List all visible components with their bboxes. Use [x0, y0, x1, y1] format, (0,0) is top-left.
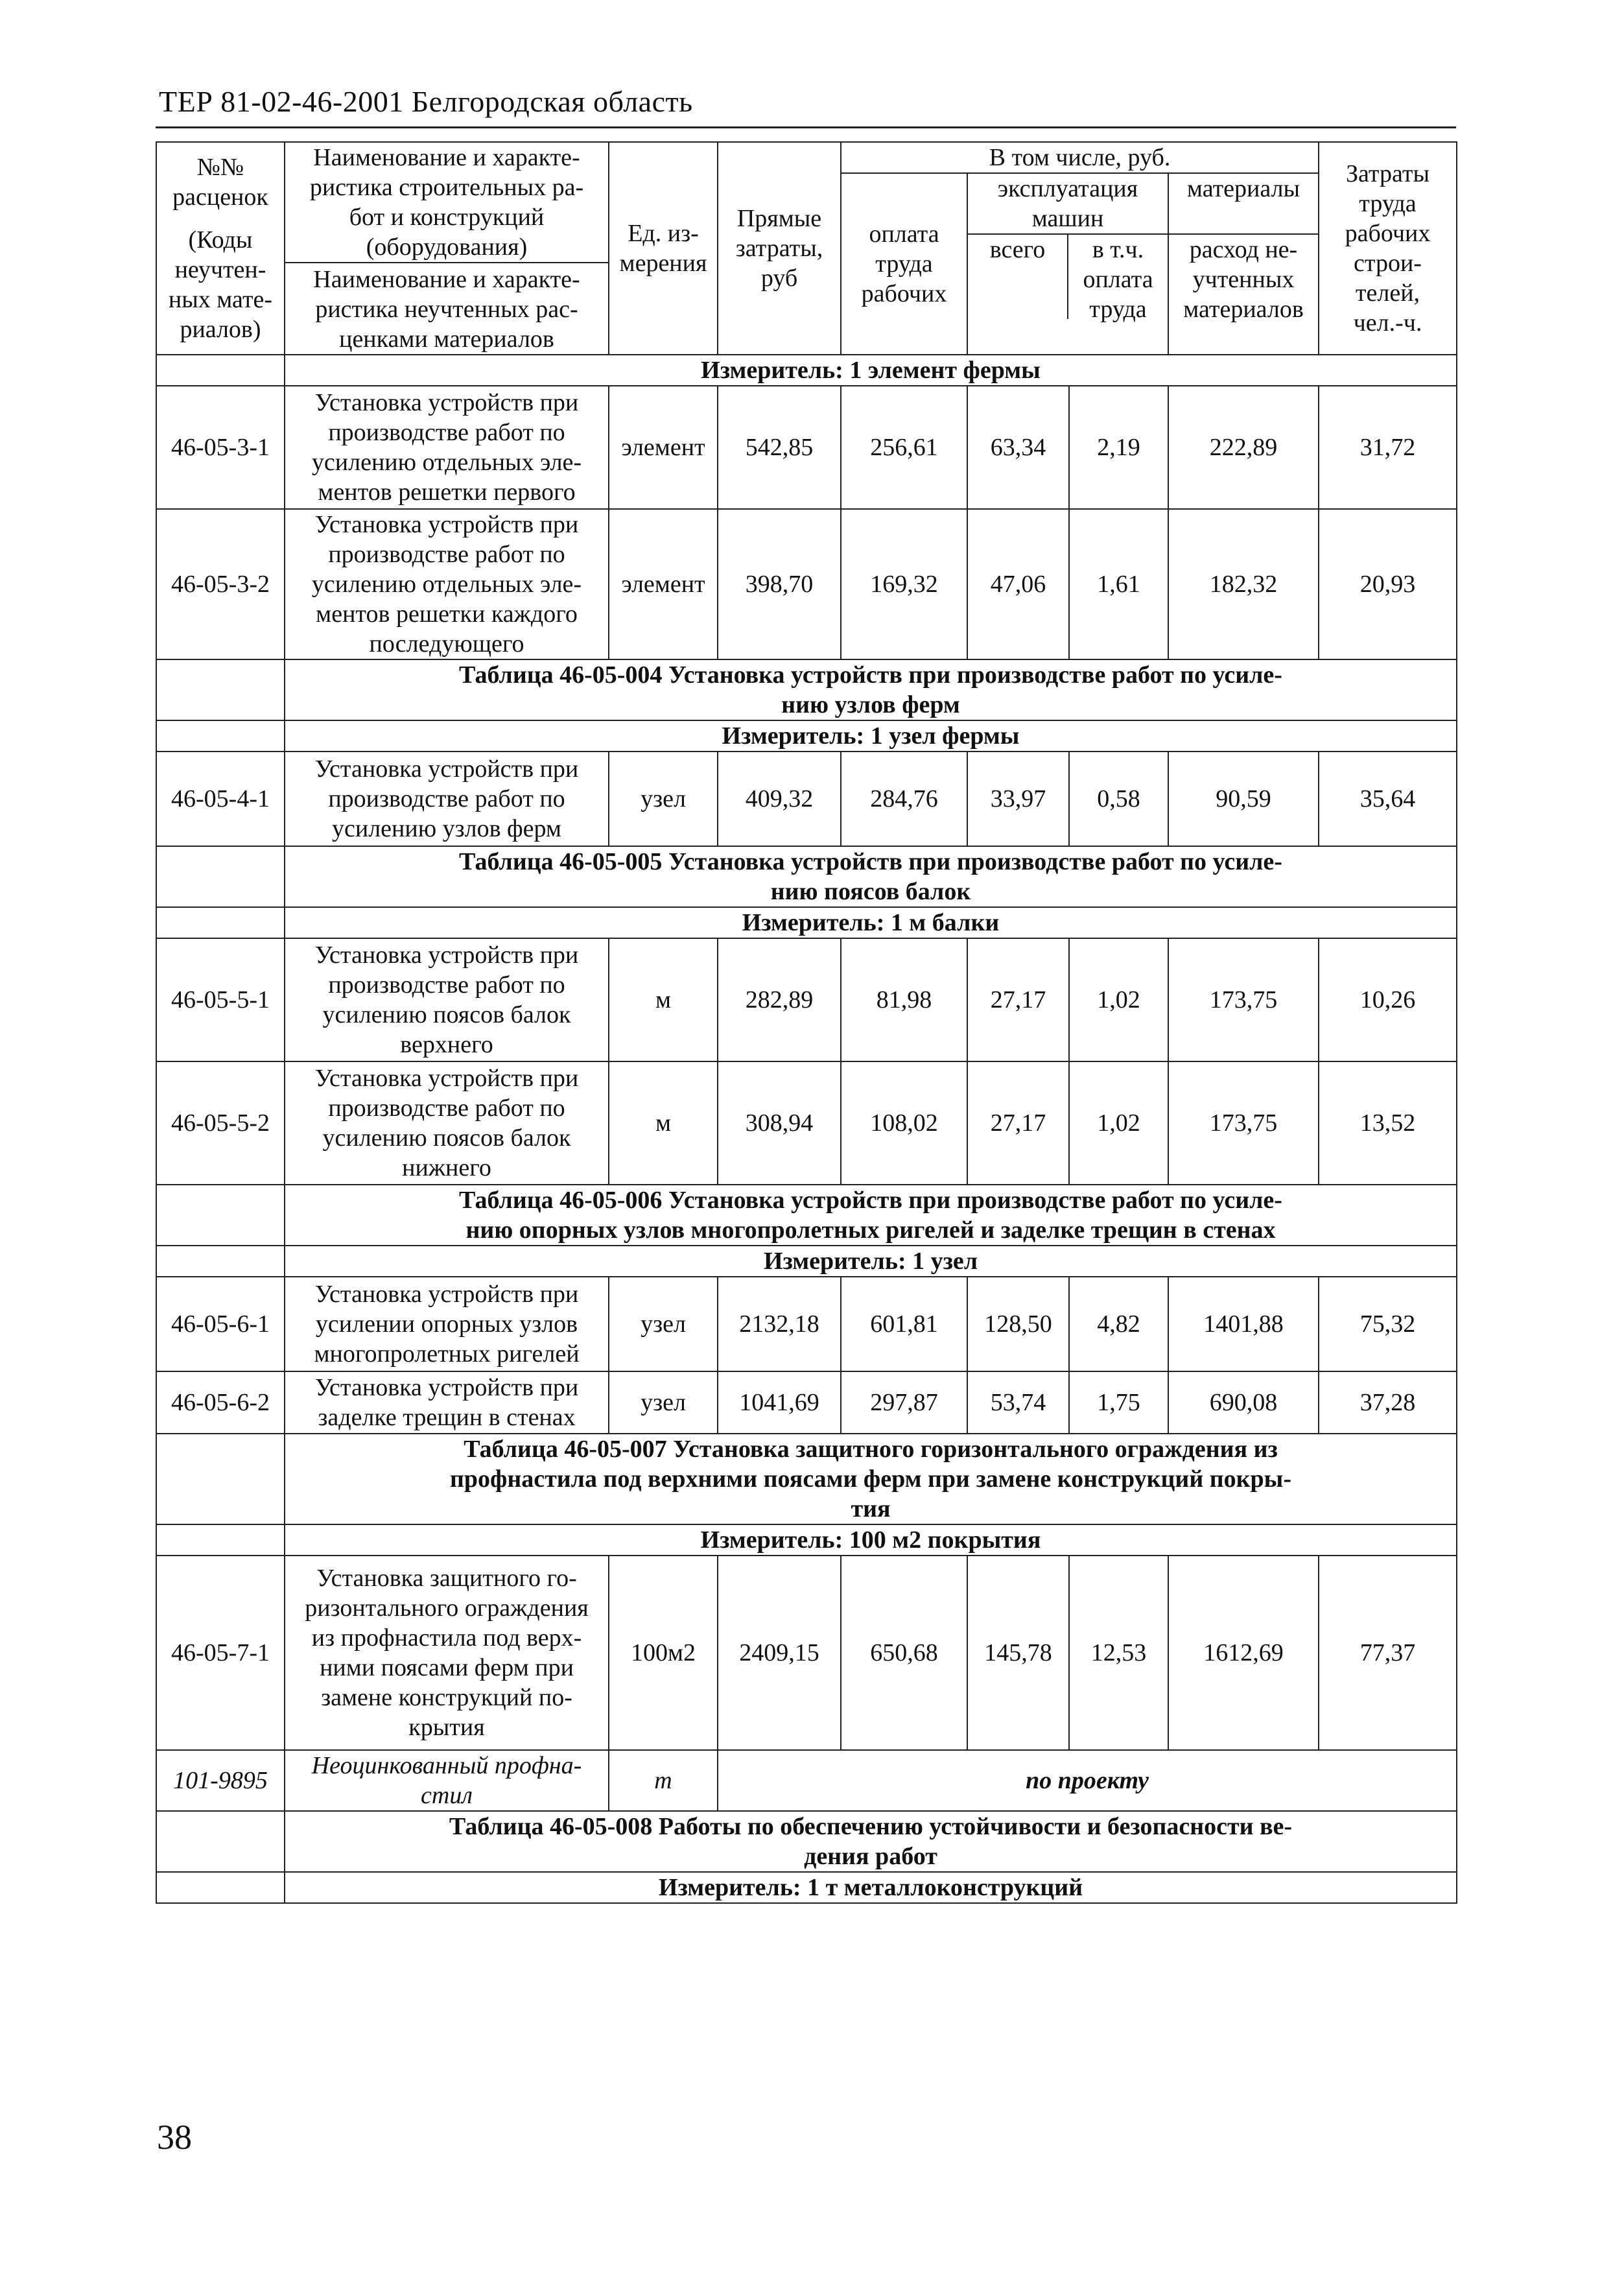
- table-row: [156, 1061, 1457, 1185]
- measure-label: Измеритель: 1 т металлоконструкций: [285, 1872, 1457, 1903]
- header-hours-cell: [1319, 142, 1457, 355]
- header-direct-cell: [718, 142, 841, 355]
- machines-total: 27,17: [967, 1061, 1069, 1185]
- rate-unit: м: [609, 938, 718, 1061]
- header-unit-text: Ед. из- мерения: [619, 220, 707, 277]
- labor-pay: 284,76: [841, 752, 967, 846]
- rate-code: 46-05-5-2: [156, 1061, 285, 1185]
- header-materials-cell: [1168, 173, 1319, 355]
- table-title-spacer: [156, 1434, 285, 1524]
- labor-hours: 75,32: [1319, 1277, 1457, 1371]
- table-title: Таблица 46-05-005 Установка устройств при производстве работ по усиле- нию поясов балок: [285, 846, 1457, 907]
- rate-name: Установка устройств при заделке трещин в стенах: [285, 1371, 609, 1434]
- measure-row: [156, 720, 1457, 752]
- rate-code: 46-05-4-1: [156, 752, 285, 846]
- labor-hours: 20,93: [1319, 509, 1457, 659]
- measure-spacer: [156, 355, 285, 386]
- table-row: [156, 1371, 1457, 1434]
- machines-total: 47,06: [967, 509, 1069, 659]
- direct-cost: 1041,69: [718, 1371, 841, 1434]
- header-mach-labor: в т.ч. оплата труда: [1083, 236, 1153, 323]
- rate-unit: элемент: [609, 386, 718, 509]
- labor-pay: 108,02: [841, 1061, 967, 1185]
- table-title-spacer: [156, 846, 285, 907]
- machines-labor: 12,53: [1069, 1556, 1168, 1750]
- labor-pay: 81,98: [841, 938, 967, 1061]
- rate-code: 46-05-6-2: [156, 1371, 285, 1434]
- rate-code: 46-05-6-1: [156, 1277, 285, 1371]
- table-row: [156, 386, 1457, 509]
- machines-labor: 0,58: [1069, 752, 1168, 846]
- rate-name: Установка устройств при производстве работ по усилению отдельных эле- ментов решетки первого: [285, 386, 609, 509]
- materials-cost: 1612,69: [1168, 1556, 1319, 1750]
- table-row: [156, 509, 1457, 659]
- header-incl-cell: В том числе, руб.: [841, 142, 1319, 173]
- direct-cost: 398,70: [718, 509, 841, 659]
- rate-unit: узел: [609, 752, 718, 846]
- header-laborpay-cell: [841, 173, 967, 355]
- rate-name: Установка устройств при производстве работ по усилению узлов ферм: [285, 752, 609, 846]
- machines-total: 33,97: [967, 752, 1069, 846]
- header-name-sub-text: Наименование и характе- ристика неучтенных рас- ценками материалов: [285, 262, 608, 354]
- material-name: Неоцинкованный профна- стил: [285, 1750, 609, 1811]
- materials-cost: 182,32: [1168, 509, 1319, 659]
- header-rule: [156, 126, 1456, 128]
- rate-name: Установка устройств при производстве работ по усилению поясов балок нижнего: [285, 1061, 609, 1185]
- header-name-cell: [285, 142, 609, 355]
- header-machines-text: эксплуатация машин: [968, 174, 1168, 235]
- labor-hours: 37,28: [1319, 1371, 1457, 1434]
- rate-code: 46-05-3-1: [156, 386, 285, 509]
- table-title-row: [156, 1185, 1457, 1246]
- table-title: Таблица 46-05-006 Установка устройств при производстве работ по усиле- нию опорных узлов многопролетных ригелей и заделке трещин в стенах: [285, 1185, 1457, 1246]
- table-title: Таблица 46-05-008 Работы по обеспечению устойчивости и безопасности ве- дения работ: [285, 1811, 1457, 1872]
- labor-pay: 601,81: [841, 1277, 967, 1371]
- table-row: [156, 1556, 1457, 1750]
- labor-pay: 169,32: [841, 509, 967, 659]
- labor-pay: 256,61: [841, 386, 967, 509]
- document-header: ТЕР 81-02-46-2001 Белгородская область: [159, 85, 693, 118]
- rate-name: Установка устройств при усилении опорных узлов многопролетных ригелей: [285, 1277, 609, 1371]
- machines-total: 145,78: [967, 1556, 1069, 1750]
- table-title-spacer: [156, 1185, 285, 1246]
- direct-cost: 2132,18: [718, 1277, 841, 1371]
- measure-spacer: [156, 1872, 285, 1903]
- measure-label: Измеритель: 100 м2 покрытия: [285, 1524, 1457, 1556]
- table-row: [156, 752, 1457, 846]
- measure-row: [156, 1872, 1457, 1903]
- materials-cost: 690,08: [1168, 1371, 1319, 1434]
- header-hours-text: Затраты труда рабочих строи- телей, чел.-ч.: [1345, 160, 1431, 337]
- labor-pay: 297,87: [841, 1371, 967, 1434]
- rates-table-body: [156, 142, 1457, 1903]
- material-note: по проекту: [718, 1750, 1457, 1811]
- machines-labor: 4,82: [1069, 1277, 1168, 1371]
- direct-cost: 542,85: [718, 386, 841, 509]
- header-mach-total: всего: [968, 235, 1068, 319]
- measure-row: [156, 907, 1457, 938]
- header-code-cell: [156, 142, 285, 355]
- table-title-spacer: [156, 1811, 285, 1872]
- header-row-1: [156, 142, 1457, 173]
- measure-spacer: [156, 1246, 285, 1277]
- labor-hours: 77,37: [1319, 1556, 1457, 1750]
- machines-labor: 1,02: [1069, 1061, 1168, 1185]
- measure-label: Измеритель: 1 узел: [285, 1246, 1457, 1277]
- page-number: 38: [157, 2118, 192, 2157]
- direct-cost: 409,32: [718, 752, 841, 846]
- header-code-text: №№ расценок: [172, 154, 268, 211]
- machines-total: 63,34: [967, 386, 1069, 509]
- measure-label: Измеритель: 1 узел фермы: [285, 720, 1457, 752]
- measure-label: Измеритель: 1 элемент фермы: [285, 355, 1457, 386]
- labor-hours: 13,52: [1319, 1061, 1457, 1185]
- labor-hours: 10,26: [1319, 938, 1457, 1061]
- rate-code: 46-05-5-1: [156, 938, 285, 1061]
- rate-unit: узел: [609, 1277, 718, 1371]
- rate-unit: 100м2: [609, 1556, 718, 1750]
- rate-unit: узел: [609, 1371, 718, 1434]
- machines-labor: 1,75: [1069, 1371, 1168, 1434]
- labor-hours: 35,64: [1319, 752, 1457, 846]
- header-unit-cell: [609, 142, 718, 355]
- header-code-sub-text: (Коды неучтен- ных мате- риалов): [168, 226, 273, 343]
- header-laborpay-text: оплата труда рабочих: [861, 220, 947, 307]
- direct-cost: 308,94: [718, 1061, 841, 1185]
- header-materials-text: материалы: [1169, 174, 1318, 235]
- machines-total: 128,50: [967, 1277, 1069, 1371]
- measure-row: [156, 1524, 1457, 1556]
- direct-cost: 2409,15: [718, 1556, 841, 1750]
- rate-name: Установка защитного го- ризонтального ограждения из профнастила под верх- ними поясами ферм при замене конструкций по- крытия: [285, 1556, 609, 1750]
- measure-spacer: [156, 907, 285, 938]
- header-name-text: Наименование и характе- ристика строительных ра- бот и конструкций (оборудования): [309, 144, 584, 261]
- material-row: [156, 1750, 1457, 1811]
- rate-unit: элемент: [609, 509, 718, 659]
- table-title: Таблица 46-05-007 Установка защитного горизонтального ограждения из профнастила под верхними поясами ферм при замене конструкций покры- тия: [285, 1434, 1457, 1524]
- rate-code: 46-05-3-2: [156, 509, 285, 659]
- measure-label: Измеритель: 1 м балки: [285, 907, 1457, 938]
- machines-labor: 1,61: [1069, 509, 1168, 659]
- machines-total: 53,74: [967, 1371, 1069, 1434]
- direct-cost: 282,89: [718, 938, 841, 1061]
- materials-cost: 222,89: [1168, 386, 1319, 509]
- materials-cost: 173,75: [1168, 938, 1319, 1061]
- table-row: [156, 938, 1457, 1061]
- table-title-row: [156, 659, 1457, 720]
- materials-cost: 90,59: [1168, 752, 1319, 846]
- table-title-spacer: [156, 659, 285, 720]
- material-unit: т: [609, 1750, 718, 1811]
- table-title-row: [156, 846, 1457, 907]
- labor-pay: 650,68: [841, 1556, 967, 1750]
- table-title-row: [156, 1811, 1457, 1872]
- measure-spacer: [156, 1524, 285, 1556]
- measure-spacer: [156, 720, 285, 752]
- materials-cost: 173,75: [1168, 1061, 1319, 1185]
- labor-hours: 31,72: [1319, 386, 1457, 509]
- rate-name: Установка устройств при производстве работ по усилению поясов балок верхнего: [285, 938, 609, 1061]
- rate-code: 46-05-7-1: [156, 1556, 285, 1750]
- table-row: [156, 1277, 1457, 1371]
- header-materials-sub: расход не- учтенных материалов: [1183, 236, 1304, 323]
- measure-row: [156, 355, 1457, 386]
- measure-row: [156, 1246, 1457, 1277]
- machines-labor: 2,19: [1069, 386, 1168, 509]
- rate-name: Установка устройств при производстве работ по усилению отдельных эле- ментов решетки каждого последующего: [285, 509, 609, 659]
- table-title-row: [156, 1434, 1457, 1524]
- header-machines-cell: [967, 173, 1168, 355]
- machines-labor: 1,02: [1069, 938, 1168, 1061]
- material-code: 101-9895: [156, 1750, 285, 1811]
- rate-unit: м: [609, 1061, 718, 1185]
- table-title: Таблица 46-05-004 Установка устройств при производстве работ по усиле- нию узлов ферм: [285, 659, 1457, 720]
- rates-table: [156, 141, 1457, 1904]
- materials-cost: 1401,88: [1168, 1277, 1319, 1371]
- header-direct-text: Прямые затраты, руб: [735, 205, 823, 292]
- machines-total: 27,17: [967, 938, 1069, 1061]
